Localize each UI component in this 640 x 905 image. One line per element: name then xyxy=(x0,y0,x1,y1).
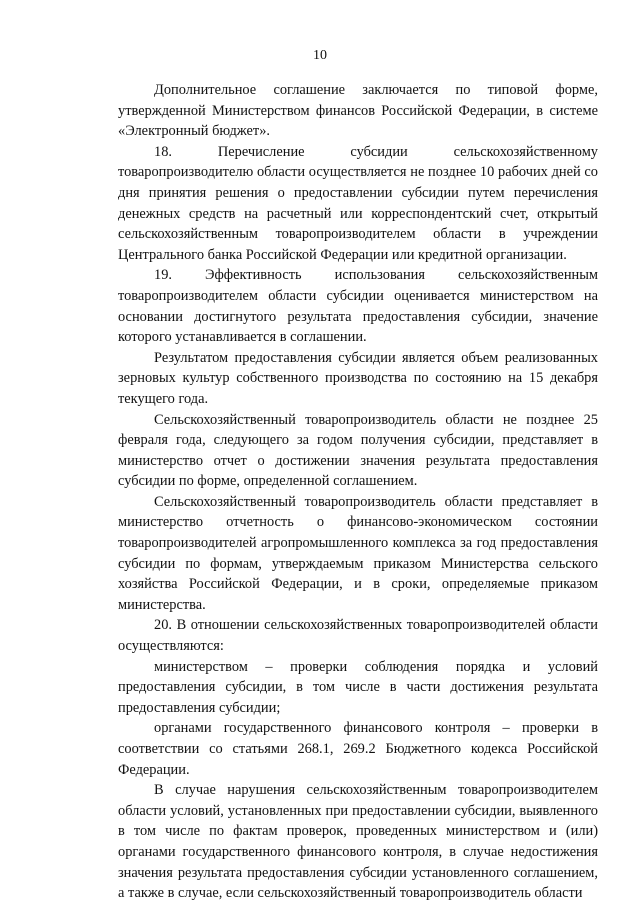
paragraph: 20. В отношении сельскохозяйственных товаропроизводителей области осуществляются: xyxy=(118,617,598,655)
page-number: 10 xyxy=(313,48,327,63)
paragraph: Сельскохозяйственный товаропроизводитель области представляет в министерство отчетность о финансово-экономическом состоянии товаропроизводителей агропромышленного комплекса за год предоставления субсидии по формам, утверждаемым приказом Министерства сельского хозяйства Российской Федерации, и в сроки, определяемые приказом министерства. xyxy=(118,493,598,613)
paragraph: Результатом предоставления субсидии является объем реализованных зерновых культур собственного производства по состоянию на 15 декабря текущего года. xyxy=(118,349,598,407)
document-body xyxy=(118,80,598,904)
paragraph: министерством – проверки соблюдения порядка и условий предоставления субсидии, в том числе в части достижения результата предоставления субсидии; xyxy=(118,658,598,716)
paragraph: 18. Перечисление субсидии сельскохозяйственному товаропроизводителю области осуществляется не позднее 10 рабочих дней со дня принятия решения о предоставлении субсидии путем перечисления денежных средств на расчетный или корреспондентский счет, открытый сельскохозяйственным товаропроизводителем области в учреждении Центрального банка Российской Федерации или кредитной организации. xyxy=(118,143,598,263)
paragraph: Дополнительное соглашение заключается по типовой форме, утвержденной Министерством финансов Российской Федерации, в системе «Электронный бюджет». xyxy=(118,82,598,140)
paragraph: 19. Эффективность использования сельскохозяйственным товаропроизводителем области субсидии оценивается министерством на основании достигнутого результата предоставления субсидии, значение которого устанавливается в соглашении. xyxy=(118,267,598,346)
paragraph: органами государственного финансового контроля – проверки в соответствии со статьями 268.1, 269.2 Бюджетного кодекса Российской Федерации. xyxy=(118,720,598,778)
paragraph: В случае нарушения сельскохозяйственным товаропроизводителем области условий, установленных при предоставлении субсидии, выявленного в том числе по фактам проверок, проведенных министерством и (или) органами государственного финансового контроля, в случае недостижения значения результата предоставления субсидии установленного соглашением, а также в случае, если сельскохозяйственный товаропроизводитель области xyxy=(118,782,598,902)
paragraph: Сельскохозяйственный товаропроизводитель области не позднее 25 февраля года, следующего за годом получения субсидии, представляет в министерство отчет о достижении значения результата предоставления субсидии по форме, определенной соглашением. xyxy=(118,411,598,490)
